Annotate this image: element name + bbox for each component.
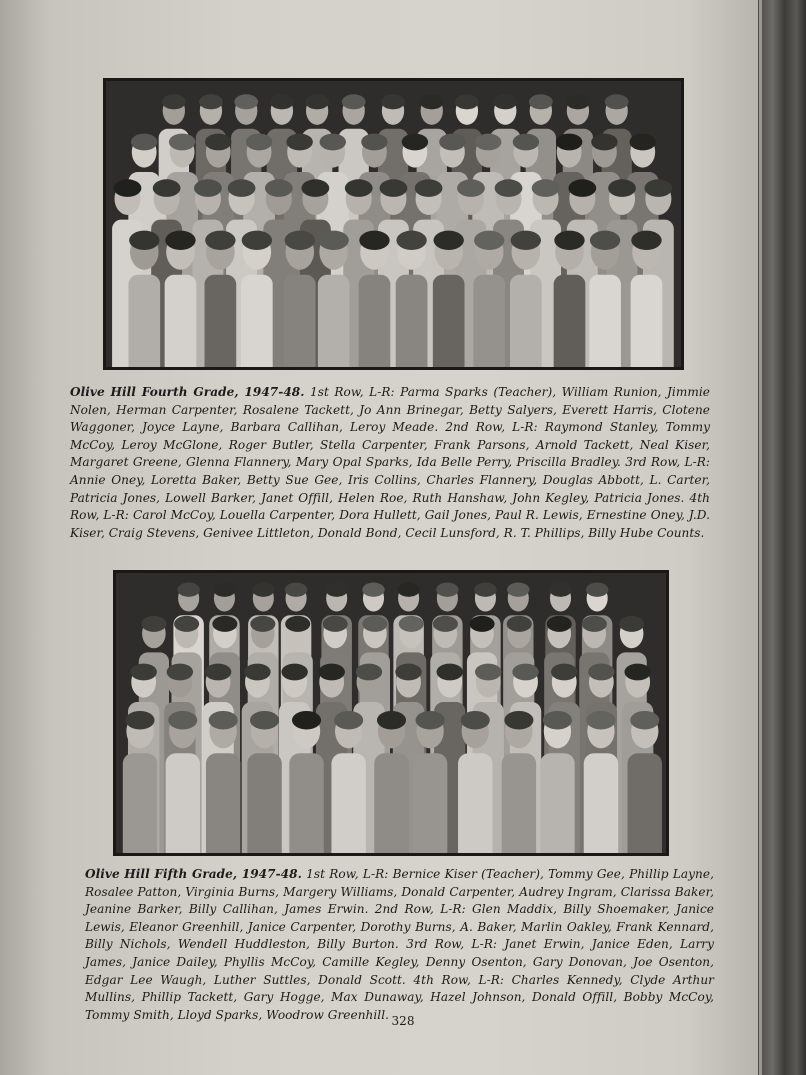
student-figure-hair [174,616,199,632]
student-figure-hair [318,664,344,681]
student-figure-hair [433,231,463,250]
caption-fourth-grade [70,384,710,542]
student-figure-hair [318,231,348,250]
class-photo-fourth-grade-image [103,78,684,370]
student-figure-hair [475,664,501,681]
student-figure-hair [395,664,421,681]
student-figure-body [413,753,447,856]
student-figure-hair [554,231,584,250]
student-figure-hair [380,179,408,197]
student-figure-hair [474,583,496,597]
student-figure-hair [470,616,495,632]
student-figure-hair [205,134,231,151]
student-figure-body [374,753,408,856]
student-figure-hair [286,134,312,151]
student-figure-hair [381,94,405,109]
student-figure-hair [213,583,235,597]
student-figure-hair [493,94,517,109]
student-figure-body [331,753,365,856]
student-figure-body [359,275,391,370]
student-figure-hair [169,134,195,151]
student-figure-body [289,753,323,856]
student-figure-hair [362,616,387,632]
class-photo-fifth-grade [113,570,669,856]
student-figure-hair [436,583,458,597]
student-figure-hair [511,231,541,250]
caption-fifth-grade-text: 1st Row, L-R: Bernice Kiser (Teacher), Tommy Gee, Phillip Layne, Rosalee Patton, Virginia Burns, Margery Williams, Donald Carpenter, Audrey Ingram, Clarissa Baker, Jeanine Barker, Billy Callihan, James Erwin. 2nd Row, L-R: Glen Maddix, Billy Shoemaker, Janice Lewis, Eleanor Greenhill, Janice Carpenter, Dorothy Burns, A. Baker, Marlin Oakley, Frank Kennard, Billy Nichols, Wendell Huddleston, Billy Burton. 3rd Row, L-R: Janet Erwin, Janice Eden, Larry James, Janice Dailey, Phyllis McCoy, Camille Kegley, Denny Osenton, Gary Donovan, Joe Osenton, Edgar Lee Waugh, Luther Suttles, Donald Scott. 4th Row, L-R: Charles Kennedy, Clyde Arthur Mullins, Phillip Tackett, Gary Hogge, Max Dunaway, Hazel Johnson, Donald Offill, Bobby McCoy, Tommy Smith, Lloyd Sparks, Woodrow Greenhill. [85,867,714,1022]
student-figure-body [318,275,350,370]
student-figure-hair [433,616,458,632]
student-figure-body [502,753,536,856]
student-figure-hair [582,616,607,632]
student-figure-hair [252,583,274,597]
book-page-edge-line [759,0,762,1075]
student-figure-hair [250,616,275,632]
student-figure-hair [504,711,533,729]
student-figure-hair [416,711,445,729]
student-figure-hair [212,616,237,632]
student-figure-hair [551,664,577,681]
book-page-edge [758,0,806,1075]
student-figure-body [554,275,586,370]
student-figure-hair [334,711,363,729]
student-figure-hair [549,583,571,597]
student-figure-hair [125,711,154,729]
student-figure-hair [285,616,310,632]
student-figure-body [206,753,240,856]
student-figure-hair [209,711,238,729]
student-figure-hair [292,711,321,729]
student-figure-hair [630,711,659,729]
student-figure-body [473,275,505,370]
student-figure-hair [608,179,636,197]
student-figure-hair [141,616,166,632]
student-figure-hair [114,179,142,197]
student-figure-hair [205,231,235,250]
student-figure-hair [547,616,572,632]
student-figure-hair [356,664,382,681]
student-figure-hair [362,583,384,597]
student-figure-hair [512,664,538,681]
student-figure-hair [359,231,389,250]
student-figure-hair [566,94,590,109]
student-figure-hair [645,179,673,197]
student-figure-hair [439,134,465,151]
student-figure-hair [624,664,650,681]
student-figure-hair [244,664,270,681]
student-figure-hair [270,94,294,109]
student-figure-body [241,275,273,370]
student-figure-hair [591,134,617,151]
student-figure-hair [507,583,529,597]
student-figure-hair [588,664,614,681]
student-figure-hair [199,94,223,109]
student-figure-hair [285,583,307,597]
student-figure-hair [162,94,186,109]
student-figure-body [123,753,157,856]
student-figure-hair [590,231,620,250]
student-figure-hair [415,179,443,197]
page-number: 328 [391,1014,415,1028]
student-figure-body [628,753,662,856]
student-figure-hair [543,711,572,729]
student-figure-body [128,275,160,370]
student-figure-hair [396,231,426,250]
student-figure-hair [130,664,156,681]
student-figure-hair [568,179,596,197]
student-figure-hair [325,583,347,597]
student-figure-hair [513,134,539,151]
student-figure-hair [556,134,582,151]
student-figure-body [433,275,465,370]
student-figure-hair [302,179,330,197]
student-figure-hair [246,134,272,151]
caption-fifth-grade-title: Olive Hill Fifth Grade, 1947-48. [85,867,302,881]
student-figure-hair [265,179,293,197]
student-figure-hair [167,664,193,681]
student-figure-hair [377,711,406,729]
student-figure-body [166,753,200,856]
student-figure-hair [242,231,272,250]
student-figure-hair [402,134,428,151]
student-figure-hair [399,616,424,632]
student-figure-hair [586,583,608,597]
caption-fifth-grade [85,866,714,1024]
student-figure-body [589,275,621,370]
student-figure-hair [586,711,615,729]
student-figure-hair [455,94,479,109]
student-figure-hair [168,711,197,729]
student-figure-hair [437,664,463,681]
student-figure-hair [342,94,366,109]
caption-fourth-grade-title: Olive Hill Fourth Grade, 1947-48. [70,385,305,399]
student-figure-hair [475,134,501,151]
class-photo-fourth-grade [103,78,684,370]
student-figure-hair [457,179,485,197]
student-figure-hair [605,94,629,109]
class-photo-fifth-grade-image [113,570,669,856]
student-figure-hair [397,583,419,597]
student-figure-hair [153,179,181,197]
student-figure-body [396,275,428,370]
student-figure-hair [361,134,387,151]
student-figure-body [165,275,197,370]
student-figure-hair [532,179,560,197]
student-figure-hair [129,231,159,250]
student-figure-hair [234,94,258,109]
student-figure-hair [529,94,553,109]
student-figure-body [631,275,663,370]
student-figure-hair [631,231,661,250]
student-figure-hair [285,231,315,250]
student-figure-hair [165,231,195,250]
student-figure-hair [619,616,644,632]
student-figure-body [540,753,574,856]
student-figure-hair [474,231,504,250]
student-figure-hair [630,134,656,151]
student-figure-hair [323,616,348,632]
student-figure-hair [177,583,199,597]
student-figure-hair [131,134,157,151]
student-figure-hair [194,179,222,197]
student-figure-body [284,275,316,370]
caption-fourth-grade-text: 1st Row, L-R: Parma Sparks (Teacher), William Runion, Jimmie Nolen, Herman Carpenter, Rosalene Tackett, Jo Ann Brinegar, Betty Salyers, Everett Harris, Clotene Waggoner, Joyce Layne, Barbara Callihan, Leroy Meade. 2nd Row, L-R: Raymond Stanley, Tommy McCoy, Leroy McGlone, Roger Butler, Stella Carpenter, Frank Parsons, Arnold Tackett, Neal Kiser, Margaret Greene, Glenna Flannery, Mary Opal Sparks, Ida Belle Perry, Priscilla Bradley. 3rd Row, L-R: Annie Oney, Loretta Baker, Betty Sue Gee, Iris Collins, Charles Flannery, Douglas Abbott, L. Carter, Patricia Jones, Lowell Barker, Janet Offill, Helen Roe, Ruth Hanshaw, John Kegley, Patricia Jones. 4th Row, L-R: Carol McCoy, Louella Carpenter, Dora Hullett, Gail Jones, Paul R. Lewis, Ernestine Oney, J.D. Kiser, Craig Stevens, Genivee Littleton, Donald Bond, Cecil Lunsford, R. T. Phillips, Billy Hube Counts. [70,385,710,540]
student-figure-hair [461,711,490,729]
student-figure-hair [281,664,307,681]
student-figure-body [510,275,542,370]
student-figure-hair [495,179,523,197]
student-figure-hair [345,179,373,197]
student-figure-hair [228,179,256,197]
student-figure-hair [420,94,444,109]
student-figure-hair [507,616,532,632]
student-figure-body [584,753,618,856]
student-figure-hair [250,711,279,729]
student-figure-body [205,275,237,370]
student-figure-body [247,753,281,856]
student-figure-hair [205,664,231,681]
student-figure-body [458,753,492,856]
student-figure-hair [305,94,329,109]
student-figure-hair [320,134,346,151]
